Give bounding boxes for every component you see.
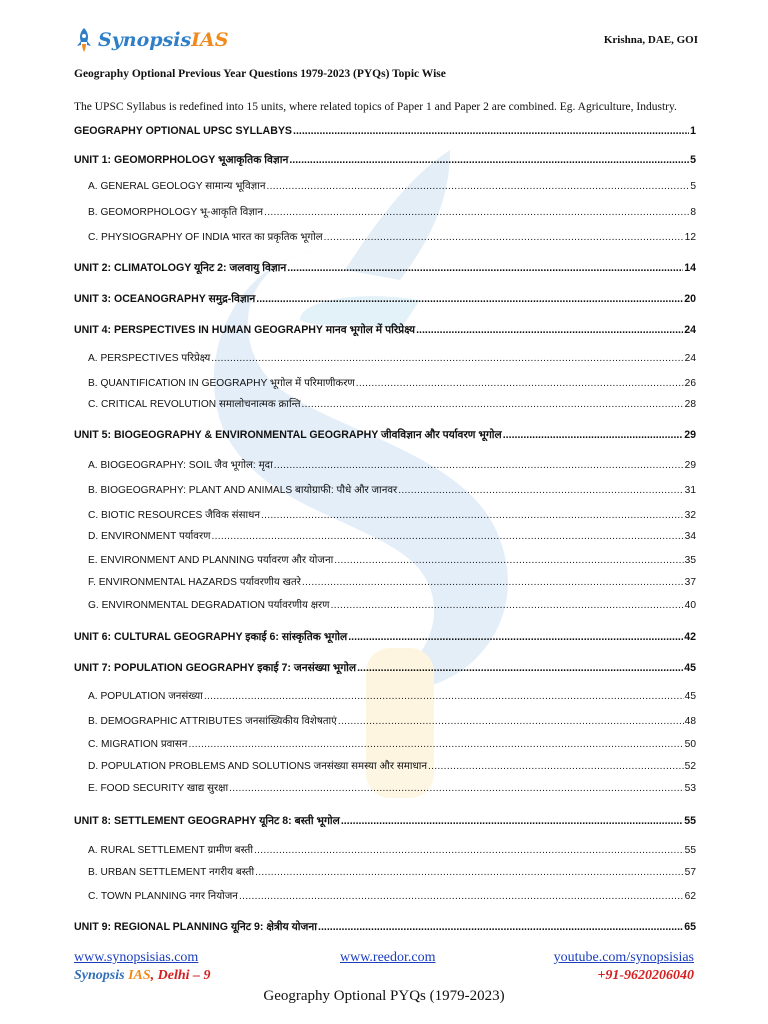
toc-dot-leader	[341, 812, 683, 830]
toc-dot-leader	[266, 178, 689, 196]
toc-dot-leader	[261, 507, 684, 525]
toc-page-number: 52	[684, 761, 696, 772]
toc-subentry[interactable]	[88, 178, 696, 196]
toc-page-number: 37	[684, 577, 696, 588]
toc-page-number: 55	[684, 815, 696, 827]
toc-subentry[interactable]	[88, 552, 696, 570]
toc-subentry[interactable]	[88, 396, 696, 414]
page-header	[74, 26, 698, 56]
toc-subentry[interactable]	[88, 780, 696, 798]
toc-dot-leader	[302, 574, 684, 592]
toc-page-number: 42	[684, 631, 696, 643]
toc-page-number: 20	[684, 293, 696, 305]
toc-entry-label: B. URBAN SETTLEMENT नगरीय बस्ती	[88, 867, 255, 878]
toc-dot-leader	[302, 396, 684, 414]
toc-unit-entry[interactable]	[74, 426, 696, 444]
toc-entry-label: E. FOOD SECURITY खाद्य सुरक्षा	[88, 783, 229, 794]
toc-unit-entry[interactable]	[74, 918, 696, 936]
toc-page-number: 12	[684, 232, 696, 243]
synopsis-ias-logo	[74, 26, 229, 54]
toc-page-number: 24	[684, 353, 696, 364]
document-title: Geography Optional Previous Year Questions 1979-2023 (PYQs) Topic Wise	[74, 68, 446, 80]
toc-dot-leader	[324, 229, 684, 247]
toc-unit-entry[interactable]	[74, 151, 696, 169]
toc-unit-entry[interactable]	[74, 122, 696, 140]
toc-entry-label: UNIT 8: SETTLEMENT GEOGRAPHY यूनिट 8: बस्ती भूगोल	[74, 815, 340, 827]
toc-dot-leader	[188, 736, 683, 754]
toc-subentry[interactable]	[88, 758, 696, 776]
toc-page-number: 32	[684, 510, 696, 521]
toc-entry-label: B. GEOMORPHOLOGY भू-आकृति विज्ञान	[88, 207, 264, 218]
toc-dot-leader	[254, 842, 684, 860]
toc-dot-leader	[274, 457, 684, 475]
toc-page-number: 31	[684, 485, 696, 496]
toc-page-number: 29	[684, 429, 696, 441]
toc-entry-label: UNIT 2: CLIMATOLOGY यूनिट 2: जलवायु विज्ञान	[74, 262, 287, 274]
toc-entry-label: C. MIGRATION प्रवासन	[88, 739, 188, 750]
toc-subentry[interactable]	[88, 204, 696, 222]
toc-dot-leader	[293, 122, 689, 140]
toc-page-number: 28	[684, 399, 696, 410]
toc-entry-label: UNIT 7: POPULATION GEOGRAPHY इकाई 7: जनसंख्या भूगोल	[74, 662, 357, 674]
toc-dot-leader	[356, 375, 684, 393]
toc-dot-leader	[289, 151, 689, 169]
youtube-link[interactable]: youtube.com/synopsisias	[553, 950, 694, 965]
toc-subentry[interactable]	[88, 688, 696, 706]
reedor-link[interactable]: www.reedor.com	[340, 950, 436, 965]
toc-subentry[interactable]	[88, 574, 696, 592]
toc-dot-leader	[204, 688, 684, 706]
footer-brand-accent: IAS	[128, 968, 151, 983]
toc-entry-label: C. PHYSIOGRAPHY OF INDIA भारत का प्रकृतिक भूगोल	[88, 232, 323, 243]
toc-entry-label: UNIT 9: REGIONAL PLANNING यूनिट 9: क्षेत्रीय योजना	[74, 921, 318, 933]
brand-name	[98, 29, 229, 51]
toc-subentry[interactable]	[88, 888, 696, 906]
toc-dot-leader	[318, 918, 683, 936]
toc-page-number: 24	[684, 324, 696, 336]
toc-subentry[interactable]	[88, 482, 696, 500]
toc-subentry[interactable]	[88, 864, 696, 882]
toc-subentry[interactable]	[88, 713, 696, 731]
intro-paragraph: The UPSC Syllabus is redefined into 15 units, where related topics of Paper 1 and Paper 2 are combined. Eg. Agriculture, Industry.	[74, 101, 677, 113]
rocket-logo-icon	[74, 27, 94, 53]
toc-page-number: 57	[684, 867, 696, 878]
toc-dot-leader	[256, 290, 683, 308]
toc-page-number: 48	[684, 716, 696, 727]
toc-page-number: 50	[684, 739, 696, 750]
toc-entry-label: F. ENVIRONMENTAL HAZARDS पर्यावरणीय खतरे	[88, 577, 301, 588]
toc-unit-entry[interactable]	[74, 659, 696, 677]
brand-accent: IAS	[191, 29, 229, 51]
toc-page-number: 45	[684, 691, 696, 702]
toc-page-number: 55	[684, 845, 696, 856]
toc-page-number: 8	[690, 207, 696, 218]
author-credit: Krishna, DAE, GOI	[603, 34, 698, 46]
toc-dot-leader	[338, 713, 684, 731]
toc-subentry[interactable]	[88, 375, 696, 393]
toc-dot-leader	[503, 426, 683, 444]
toc-dot-leader	[211, 528, 683, 546]
toc-page-number: 35	[684, 555, 696, 566]
toc-entry-label: B. BIOGEOGRAPHY: PLANT AND ANIMALS बायोग्राफी: पौधे और जानवर	[88, 485, 398, 496]
toc-page-number: 34	[684, 531, 696, 542]
brand-main: Synopsis	[98, 29, 192, 51]
toc-subentry[interactable]	[88, 597, 696, 615]
toc-subentry[interactable]	[88, 229, 696, 247]
toc-dot-leader	[229, 780, 684, 798]
toc-entry-label: UNIT 3: OCEANOGRAPHY समुद्र-विज्ञान	[74, 293, 256, 305]
toc-page-number: 29	[684, 460, 696, 471]
toc-page-number: 14	[684, 262, 696, 274]
toc-entry-label: B. QUANTIFICATION IN GEOGRAPHY भूगोल में परिमाणीकरण	[88, 378, 355, 389]
toc-unit-entry[interactable]	[74, 321, 696, 339]
toc-subentry[interactable]	[88, 457, 696, 475]
toc-page-number: 40	[684, 600, 696, 611]
toc-unit-entry[interactable]	[74, 628, 696, 646]
toc-dot-leader	[357, 659, 683, 677]
toc-dot-leader	[348, 628, 683, 646]
toc-entry-label: E. ENVIRONMENT AND PLANNING पर्यावरण और योजना	[88, 555, 334, 566]
toc-unit-entry[interactable]	[74, 812, 696, 830]
toc-entry-label: UNIT 6: CULTURAL GEOGRAPHY इकाई 6: सांस्कृतिक भूगोल	[74, 631, 348, 643]
toc-subentry[interactable]	[88, 842, 696, 860]
toc-entry-label: UNIT 5: BIOGEOGRAPHY & ENVIRONMENTAL GEOGRAPHY जीवविज्ञान और पर्यावरण भूगोल	[74, 429, 502, 441]
toc-page-number: 65	[684, 921, 696, 933]
toc-dot-leader	[398, 482, 683, 500]
toc-entry-label: A. GENERAL GEOLOGY सामान्य भूविज्ञान	[88, 181, 266, 192]
toc-entry-label: UNIT 4: PERSPECTIVES IN HUMAN GEOGRAPHY मानव भूगोल में परिप्रेक्ष्य	[74, 324, 416, 336]
toc-entry-label: G. ENVIRONMENTAL DEGRADATION पर्यावरणीय क्षरण	[88, 600, 330, 611]
toc-page-number: 5	[690, 181, 696, 192]
toc-subentry[interactable]	[88, 350, 696, 368]
toc-dot-leader	[428, 758, 684, 776]
toc-entry-label: D. POPULATION PROBLEMS AND SOLUTIONS जनसंख्या समस्या और समाधान	[88, 761, 428, 772]
toc-dot-leader	[287, 259, 683, 277]
toc-subentry[interactable]	[88, 528, 696, 546]
toc-page-number: 5	[690, 154, 696, 166]
toc-entry-label: A. POPULATION जनसंख्या	[88, 691, 203, 702]
toc-dot-leader	[416, 321, 683, 339]
toc-subentry[interactable]	[88, 507, 696, 525]
toc-subentry[interactable]	[88, 736, 696, 754]
toc-dot-leader	[264, 204, 689, 222]
toc-page-number: 1	[690, 125, 696, 137]
toc-dot-leader	[334, 552, 683, 570]
toc-page-number: 53	[684, 783, 696, 794]
footer-brand-city: , Delhi – 9	[150, 968, 211, 983]
footer-brand-main: Synopsis	[74, 968, 129, 983]
toc-entry-label: B. DEMOGRAPHIC ATTRIBUTES जनसांख्यिकीय विशेषताएं	[88, 716, 337, 727]
footer-phone: +91-9620206040	[597, 968, 694, 983]
footer-brand	[74, 968, 211, 984]
toc-entry-label: A. BIOGEOGRAPHY: SOIL जैव भूगोल: मृदा	[88, 460, 273, 471]
toc-entry-label: A. RURAL SETTLEMENT ग्रामीण बस्ती	[88, 845, 253, 856]
toc-entry-label: D. ENVIRONMENT पर्यावरण	[88, 531, 211, 542]
toc-page-number: 45	[684, 662, 696, 674]
toc-dot-leader	[239, 888, 684, 906]
page-footer	[74, 950, 694, 1014]
toc-entry-label: C. TOWN PLANNING नगर नियोजन	[88, 891, 238, 902]
toc-dot-leader	[255, 864, 684, 882]
toc-dot-leader	[211, 350, 683, 368]
toc-entry-label: A. PERSPECTIVES परिप्रेक्ष्य	[88, 353, 211, 364]
toc-unit-entry[interactable]	[74, 259, 696, 277]
toc-page-number: 26	[684, 378, 696, 389]
toc-entry-label: C. BIOTIC RESOURCES जैविक संसाधन	[88, 510, 261, 521]
website-link[interactable]: www.synopsisias.com	[74, 950, 199, 965]
toc-entry-label: C. CRITICAL REVOLUTION समालोचनात्मक क्रान्ति	[88, 399, 301, 410]
toc-entry-label: UNIT 1: GEOMORPHOLOGY भूआकृतिक विज्ञान	[74, 154, 289, 166]
toc-page-number: 62	[684, 891, 696, 902]
toc-entry-label: GEOGRAPHY OPTIONAL UPSC SYLLABYS	[74, 125, 292, 137]
toc-dot-leader	[331, 597, 684, 615]
toc-unit-entry[interactable]	[74, 290, 696, 308]
footer-caption: Geography Optional PYQs (1979-2023)	[263, 988, 505, 1004]
